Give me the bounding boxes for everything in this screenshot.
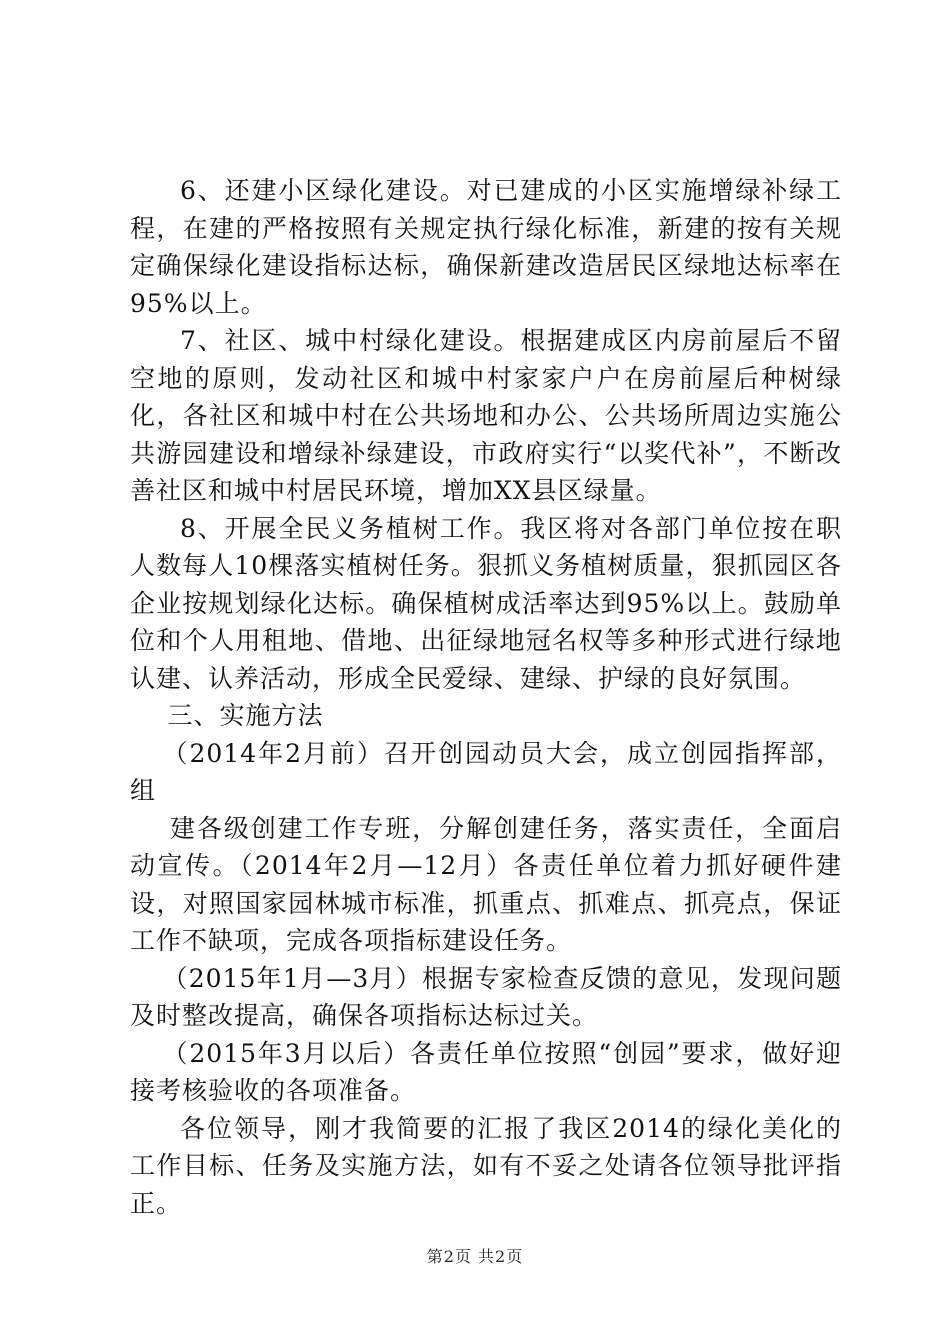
paragraph-phase-2014: 建各级创建工作专班，分解创建任务，落实责任，全面启动宣传。（2014年2月—12月）各责任单位着力抓好硬件建设，对照国家园林城市标准，抓重点、抓难点、抓亮点，保证工作不缺项，完成各项指标建设任务。: [130, 813, 842, 955]
paragraph-community-greening: 7、社区、城中村绿化建设。根据建成区内房前屋后不留空地的原则，发动社区和城中村家家户户在房前屋后种树绿化，各社区和城中村在公共场地和办公、公共场所周边实施公共游园建设和增绿补绿建设，市政府实行“以奖代补”，不断改善社区和城中村居民环境，增加XX县区绿量。: [130, 326, 842, 505]
paragraph-closing-remarks: 各位领导，刚才我简要的汇报了我区2014的绿化美化的工作目标、任务及实施方法，如有不妥之处请各位领导批评指正。: [130, 1113, 842, 1218]
paragraph-tree-planting: 8、开展全民义务植树工作。我区将对各部门单位按在职人数每人10棵落实植树任务。狠抓义务植树质量，狠抓园区各企业按规划绿化达标。确保植树成活率达到95%以上。鼓励单位和个人用租地、借地、出征绿地冠名权等多种形式进行绿地认建、认养活动，形成全民爱绿、建绿、护绿的良好氛围。: [130, 513, 842, 693]
section-heading-methods: 三、实施方法: [167, 701, 324, 730]
paragraph-phase-before-feb-2014: （2014年2月前）召开创园动员大会，成立创园指挥部，组: [130, 738, 842, 805]
paragraph-residential-greening: 6、还建小区绿化建设。对已建成的小区实施增绿补绿工程，在建的严格按照有关规定执行绿化标准，新建的按有关规定确保绿化建设指标达标，确保新建改造居民区绿地达标率在95%以上。: [130, 176, 842, 318]
page-number-footer: 第2页 共2页: [426, 1247, 524, 1266]
paragraph-phase-after-mar-2015: （2015年3月以后）各责任单位按照“创园”要求，做好迎接考核验收的各项准备。: [130, 1038, 842, 1105]
paragraph-phase-early-2015: （2015年1月—3月）根据专家检查反馈的意见，发现问题及时整改提高，确保各项指标达标过关。: [130, 963, 842, 1030]
document-body: [130, 172, 842, 1222]
